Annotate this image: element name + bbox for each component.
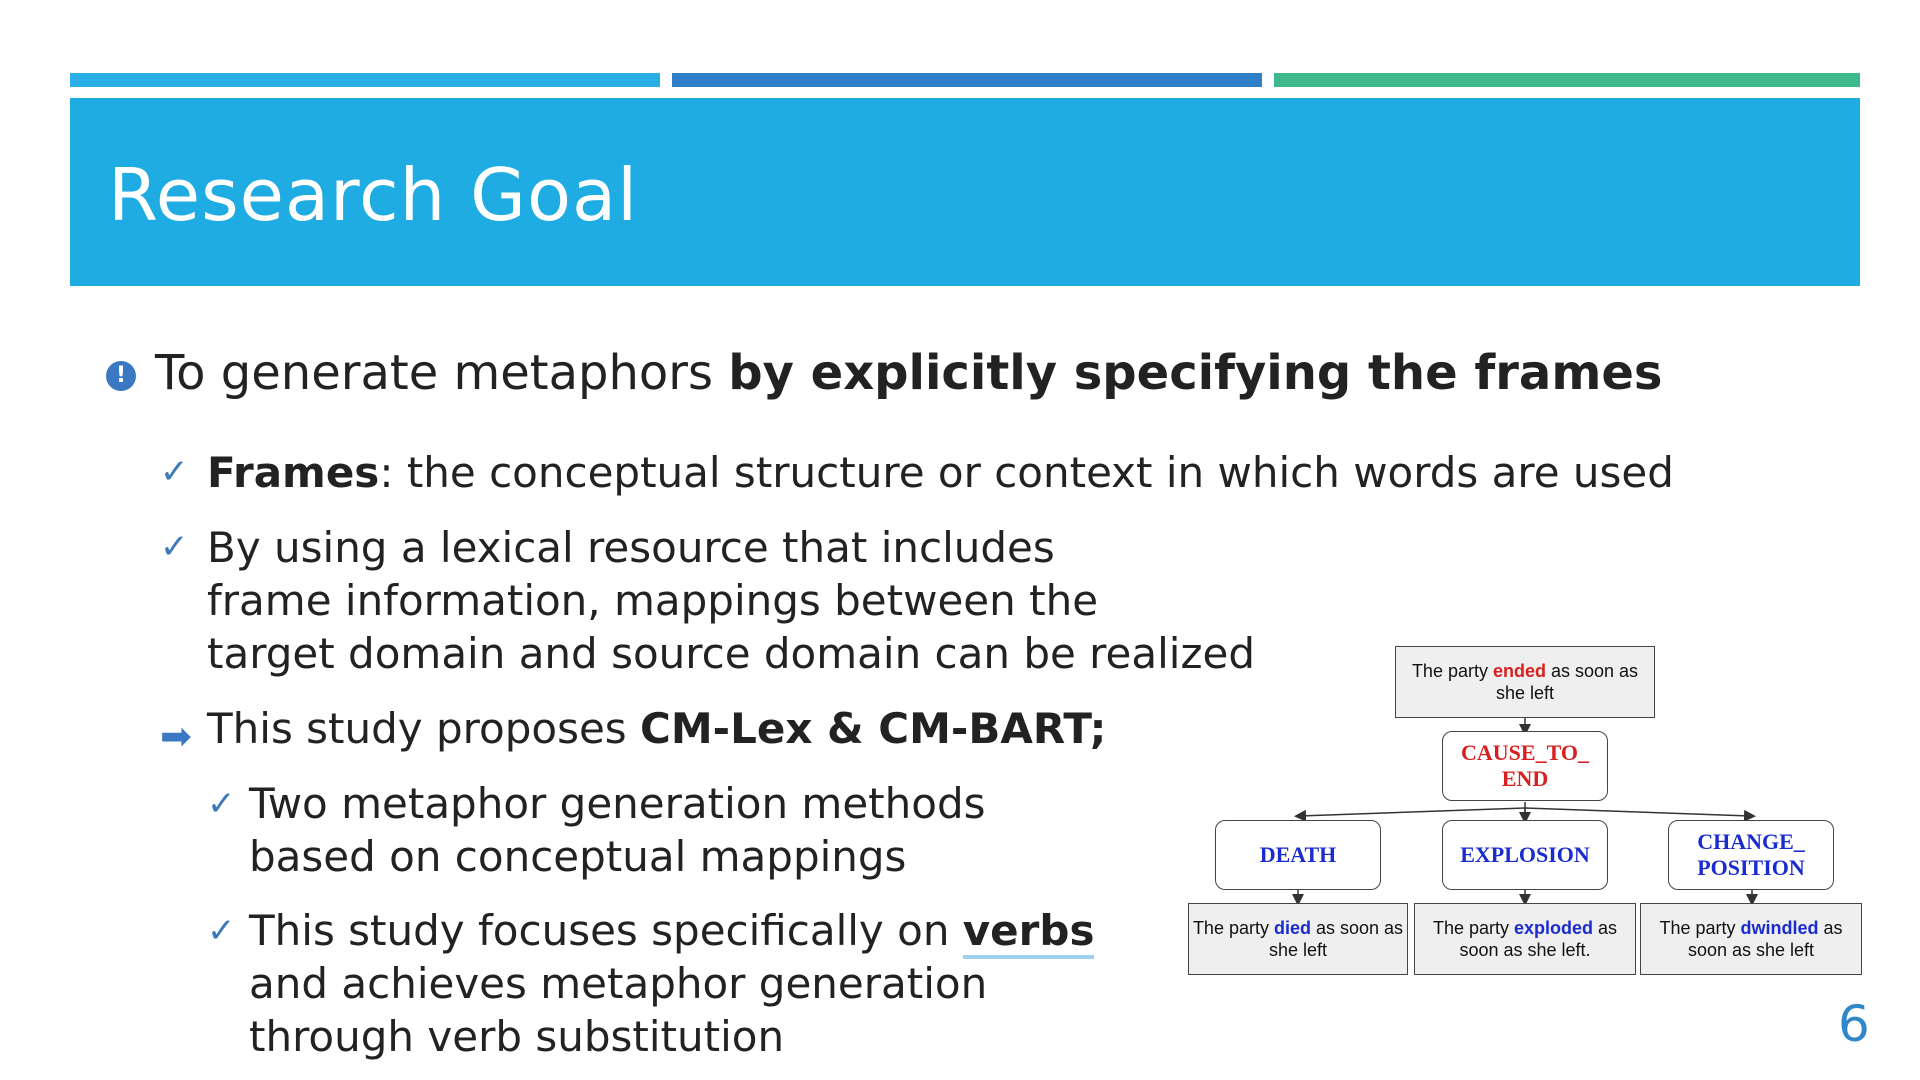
focus-text: This study focuses specifically on [249,906,963,955]
frame-box-explosion: EXPLOSION [1442,820,1608,890]
frame-box-death: DEATH [1215,820,1381,890]
lexical-line-3: target domain and source domain can be realized [207,629,1255,678]
proposes-methods: CM-Lex & CM-BART; [640,704,1107,753]
accent-stripe-green [1274,73,1860,87]
target-verb: dwindled [1740,918,1819,938]
proposes-bullet [207,704,1106,753]
lexical-line-1: By using a lexical resource that includes [207,523,1055,572]
accent-stripe-dark-blue [672,73,1262,87]
two-methods-line-2: based on conceptual mappings [249,832,907,881]
target-verb: exploded [1514,918,1594,938]
frames-term: Frames [207,448,380,497]
frames-bullet [207,448,1674,497]
target-verb: died [1273,918,1311,938]
frame-box-change-position: CHANGE_ POSITION [1668,820,1834,890]
exclamation-icon: ! [106,361,136,391]
target-sentence-box-2: The party exploded as soon as she left. [1414,903,1636,975]
focus-verbs: verbs [963,906,1095,959]
title-banner [70,98,1860,286]
lexical-line-2: frame information, mappings between the [207,576,1099,625]
main-bullet-bold: by explicitly specifying the frames [728,345,1663,401]
focus-line-3: through verb substitution [249,1012,785,1061]
frames-definition: : the conceptual structure or context in which words are used [379,448,1674,497]
two-methods-line-1: Two metaphor generation methods [249,779,986,828]
source-verb: ended [1492,661,1546,681]
slide-title: Research Goal [108,153,639,237]
proposes-text: This study proposes [207,704,641,753]
focus-line-2: and achieves metaphor generation [249,959,988,1008]
page-number: 6 [1838,995,1870,1053]
main-bullet [155,345,1662,401]
source-sentence-box: The party ended as soon as she left [1395,646,1655,718]
focus-line-1 [249,906,1094,955]
target-sentence-box-3: The party dwindled as soon as she left [1640,903,1862,975]
checkmark-icon: ✓ [160,527,189,567]
arrow-right-icon: ➡ [160,714,192,758]
main-bullet-text: To generate metaphors [155,345,729,401]
checkmark-icon: ✓ [207,911,236,951]
checkmark-icon: ✓ [207,784,236,824]
root-frame-box: CAUSE_TO_ END [1442,731,1608,801]
accent-stripe-light-blue [70,73,660,87]
checkmark-icon: ✓ [160,452,189,492]
target-sentence-box-1: The party died as soon as she left [1188,903,1408,975]
